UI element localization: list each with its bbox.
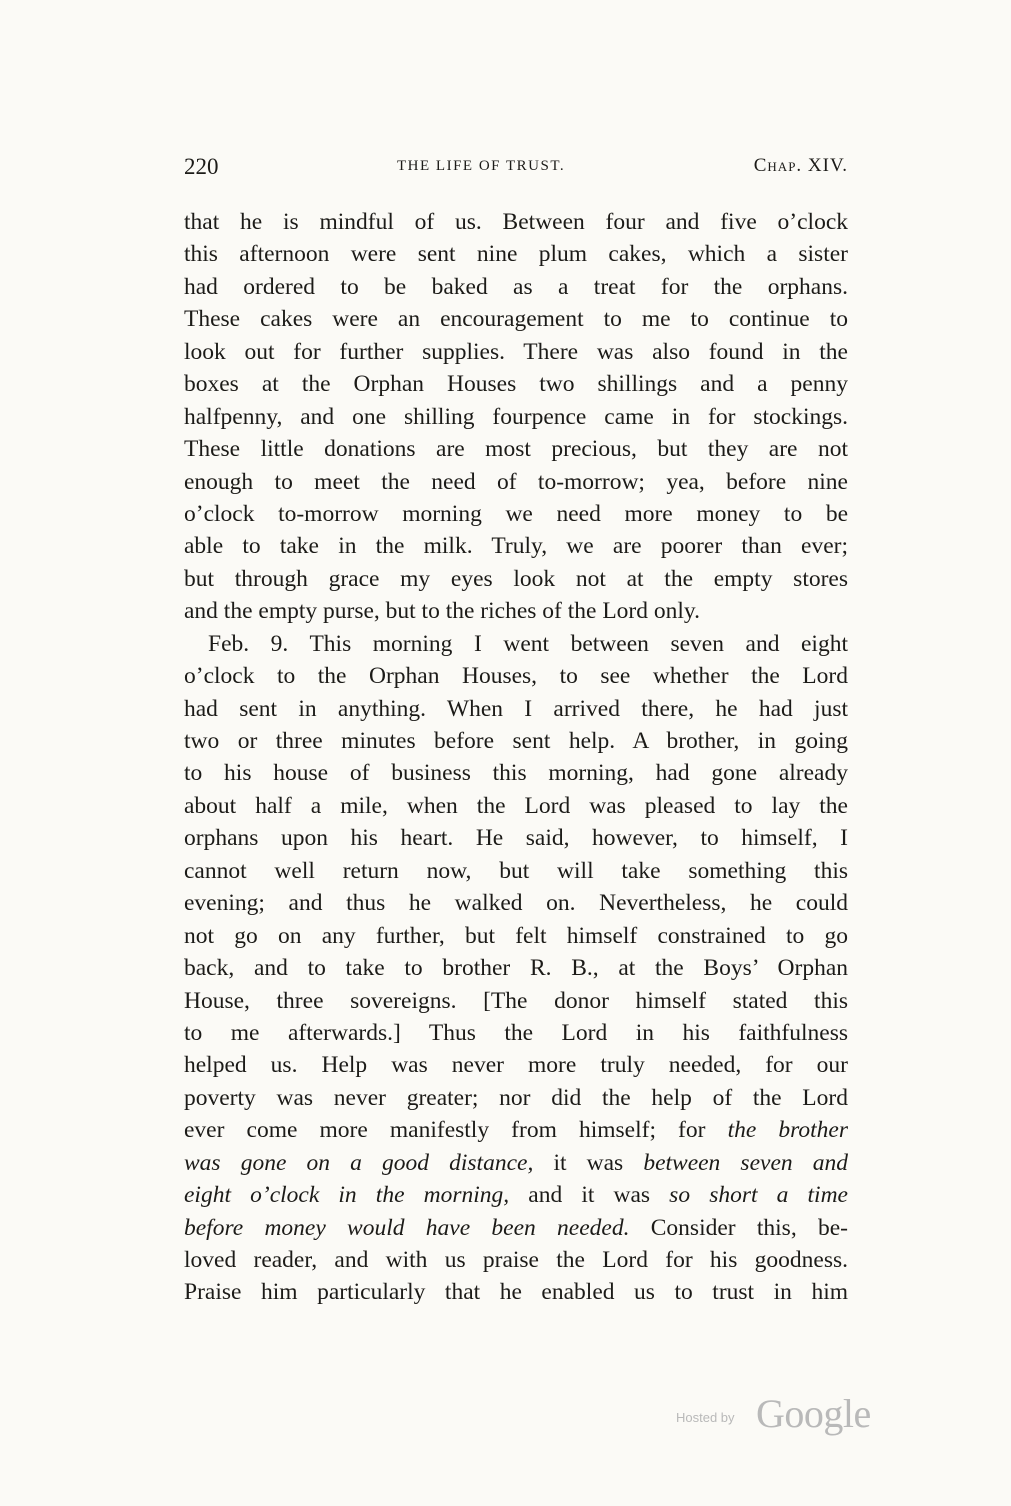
text-line: to his house of business this morning, had gone already	[184, 760, 848, 787]
text-line	[184, 1147, 848, 1179]
page-number: 220	[184, 154, 219, 179]
text-span: Consider this, be-	[629, 1214, 848, 1241]
text-span: ever come more manifestly from himself; for	[184, 1117, 728, 1144]
google-logo: Google	[756, 1391, 871, 1436]
text-line: o’clock to the Orphan Houses, to see whether the Lord	[184, 663, 848, 690]
text-line	[184, 1114, 848, 1146]
text-line: o’clock to-morrow morning we need more money to be	[184, 500, 848, 527]
google-watermark	[676, 1390, 886, 1440]
hosted-by-text: Hosted by	[676, 1410, 735, 1425]
italic-span: so short a time	[669, 1182, 848, 1209]
text-line: evening; and thus he walked on. Nevertheless, he could	[184, 890, 848, 917]
text-line: back, and to take to brother R. B., at the Boys’ Orphan	[184, 955, 848, 982]
text-line: not go on any further, but felt himself constrained to go	[184, 922, 848, 949]
text-line: enough to meet the need of to-morrow; yea, before nine	[184, 468, 848, 495]
text-line: look out for further supplies. There was also found in the	[184, 338, 848, 365]
text-line: and the empty purse, but to the riches of the Lord only.	[184, 598, 701, 625]
text-line	[184, 1179, 848, 1211]
text-span: it was	[533, 1149, 644, 1176]
text-line: Praise him particularly that he enabled us to trust in him	[184, 1279, 848, 1306]
text-line: helped us. Help was never more truly needed, for our	[184, 1052, 848, 1079]
text-line: this afternoon were sent nine plum cakes, which a sister	[184, 241, 848, 268]
text-line: two or three minutes before sent help. A brother, in going	[184, 728, 848, 754]
text-line: had sent in anything. When I arrived there, he had just	[184, 695, 848, 722]
text-line: had ordered to be baked as a treat for the orphans.	[184, 273, 848, 300]
italic-span: before money would have been needed.	[184, 1214, 630, 1241]
text-line: Feb. 9. This morning I went between seven and eight	[208, 630, 848, 657]
text-line: cannot well return now, but will take something this	[184, 857, 848, 884]
chapter-label: Chap. XIV.	[753, 155, 848, 176]
italic-span: between seven and	[643, 1149, 848, 1176]
text-span: and it was	[509, 1182, 670, 1209]
text-line: boxes at the Orphan Houses two shillings and a penny	[184, 371, 848, 398]
italic-span: the brother	[727, 1117, 848, 1144]
text-line: but through grace my eyes look not at the empty stores	[184, 565, 848, 592]
text-line: poverty was never greater; nor did the help of the Lord	[184, 1084, 848, 1111]
text-line: about half a mile, when the Lord was pleased to lay the	[184, 792, 848, 819]
text-line: orphans upon his heart. He said, however, to himself, I	[184, 825, 848, 852]
text-line	[184, 1212, 848, 1244]
text-line: to me afterwards.] Thus the Lord in his faithfulness	[184, 1019, 848, 1046]
page-header	[184, 150, 848, 186]
text-line: loved reader, and with us praise the Lord for his goodness.	[184, 1247, 848, 1273]
text-line: House, three sovereigns. [The donor himself stated this	[184, 987, 848, 1014]
text-line: that he is mindful of us. Between four and five o’clock	[184, 209, 848, 235]
body-text	[184, 206, 848, 1309]
text-line: These little donations are most precious, but they are not	[184, 436, 848, 463]
italic-span: was gone on a good distance,	[184, 1149, 534, 1176]
text-line: These cakes were an encouragement to me to continue to	[184, 306, 848, 333]
italic-span: eight o’clock in the morning,	[184, 1182, 510, 1209]
running-title: THE LIFE OF TRUST.	[397, 158, 566, 174]
text-line: able to take in the milk. Truly, we are poorer than ever;	[184, 533, 848, 560]
text-line: halfpenny, and one shilling fourpence came in for stockings.	[184, 403, 848, 430]
